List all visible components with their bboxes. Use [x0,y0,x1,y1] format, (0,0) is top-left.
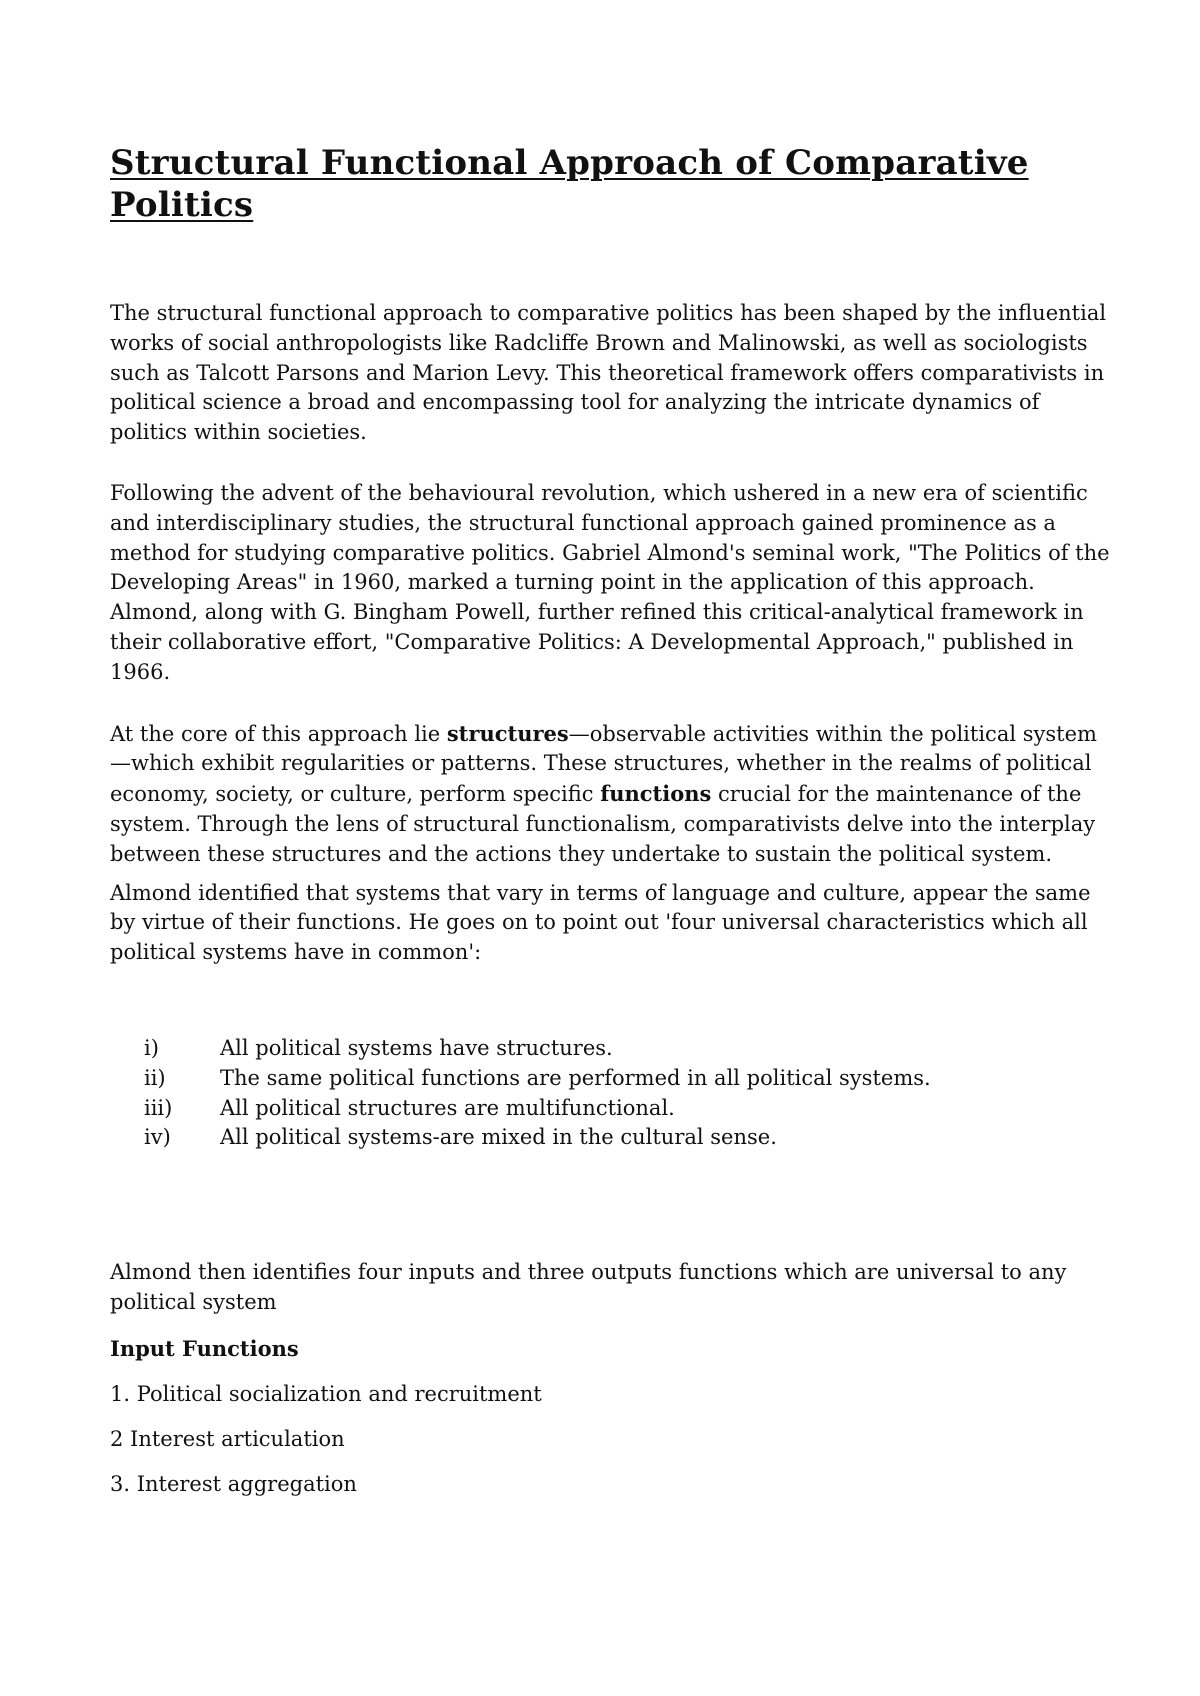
bold-term-structures: structures [446,720,569,746]
document-page [110,142,1110,1499]
input-function-item: 2 Interest articulation [110,1426,345,1451]
list-item [110,1064,1110,1094]
paragraph-structures-functions [110,719,1110,870]
paragraph-behavioural-revolution: Following the advent of the behavioural revolution, which ushered in a new era of scientific and interdisciplinary studies, the structural functional approach gained prominence as a method for studying comparative politics. Gabriel Almond's seminal work, "The Politics of the Developing Areas" in 1960, marked a turning point in the application of this approach. Almond, along with G. Bingham Powell, further refined this critical-analytical framework in their collaborative effort, "Comparative Politics: A Developmental Approach," published in 1966. [110,480,1110,684]
list-item-text: All political systems have structures. [220,1035,613,1060]
list-item-number: ii) [144,1065,166,1090]
list-item-number: iii) [144,1095,173,1120]
list-item [110,1094,1110,1124]
input-function-item: 1. Political socialization and recruitment [110,1381,542,1406]
list-item-number: iv) [144,1125,171,1150]
page-title: Structural Functional Approach of Comparative Politics [110,143,1029,225]
list-item-number: i) [144,1035,159,1060]
list-item-text: The same political functions are performed in all political systems. [220,1065,931,1090]
list-item [110,1034,1110,1064]
list-item [110,1123,1110,1153]
paragraph-intro: The structural functional approach to comparative politics has been shaped by the influential works of social anthropologists like Radcliffe Brown and Malinowski, as well as sociologists such as Talcott Parsons and Marion Levy. This theoretical framework offers comparativists in political science a broad and encompassing tool for analyzing the intricate dynamics of politics within societies. [110,301,1107,445]
paragraph-text: At the core of this approach lie [110,721,447,746]
paragraph-text: crucial for the maintenance of the system. Through the lens of structural functionalism, comparativists delve into the interplay between these structures and the actions they undertake to sustain the political system. [110,782,1096,866]
bold-term-functions: functions [600,781,712,807]
characteristics-list [110,1034,1110,1153]
paragraph-text: —observable activities within the political system—which exhibit regularities or patterns. These structures, whether in the realms of political economy, society, or culture, perform specific [110,721,1097,807]
input-function-item: 3. Interest aggregation [110,1471,357,1496]
paragraph-inputs-outputs: Almond then identifies four inputs and three outputs functions which are universal to any political system [110,1260,1067,1314]
list-item-text: All political structures are multifunctional. [220,1095,675,1120]
list-item-text: All political systems-are mixed in the cultural sense. [220,1125,777,1150]
input-functions-heading: Input Functions [110,1335,299,1361]
paragraph-universal-characteristics: Almond identified that systems that vary in terms of language and culture, appear the same by virtue of their functions. He goes on to point out 'four universal characteristics which all political systems have in common': [110,880,1091,965]
